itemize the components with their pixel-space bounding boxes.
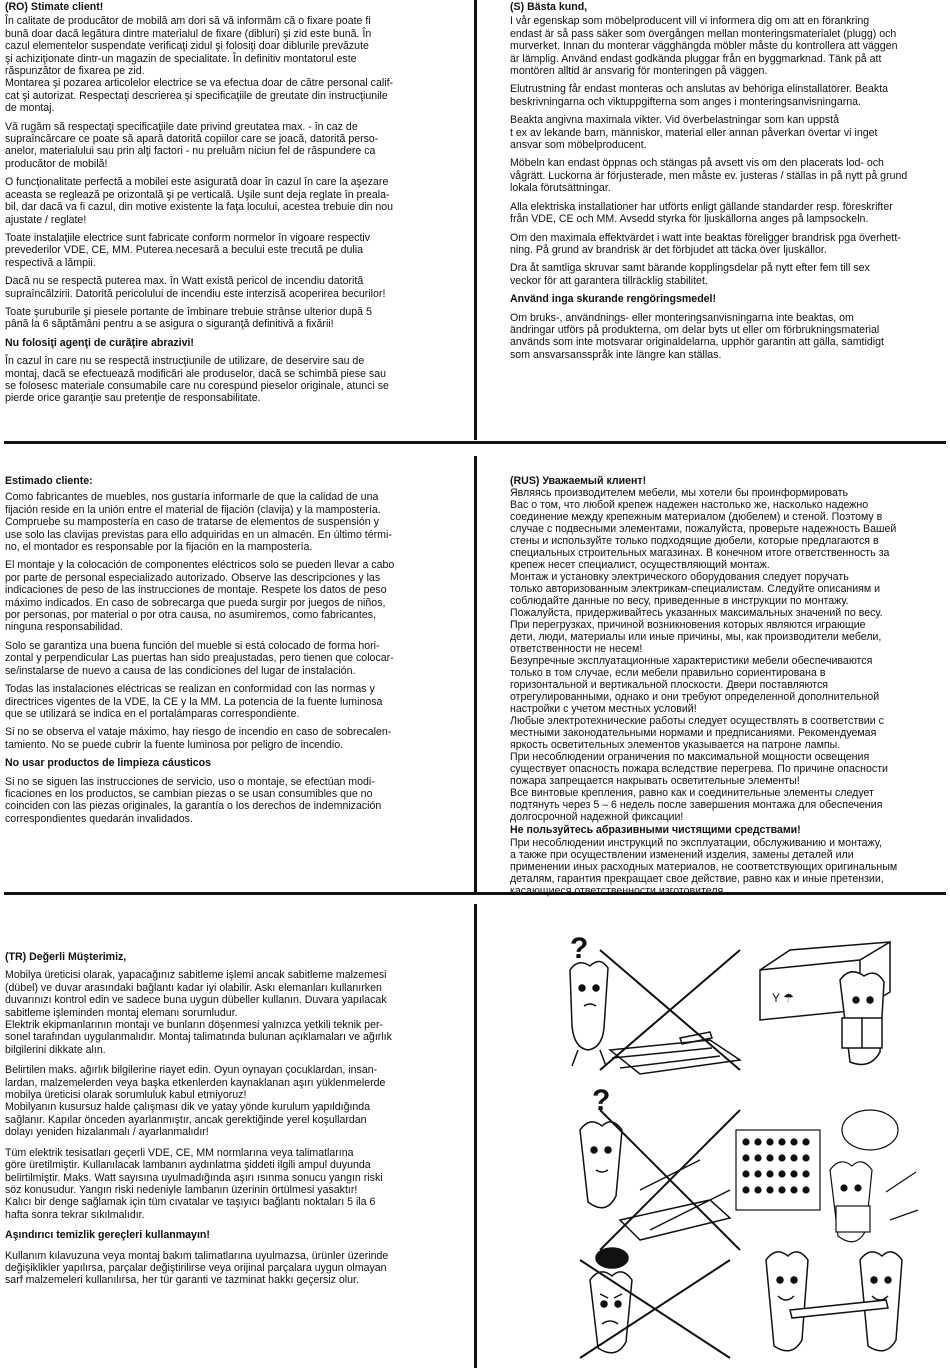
happy-mascot-left: [766, 1252, 808, 1351]
confused-mascot: [580, 1122, 622, 1208]
ro-paragraph-4: Toate instalaţiile electrice sunt fabricate conform normelor în vigoare respectiv prevederilor VDE, CE, MM. Puterea necesară a becului este trecută pe dulia respectivă a lămpii.: [5, 231, 371, 269]
s-paragraph-2: Elutrustning får endast monteras och anslutas av behöriga elinstallatörer. Beakta beskrivningarna och viktuppgifterna som anges i monteringsanvisningarna.: [510, 83, 889, 108]
tr-paragraph-1: Mobilya üreticisi olarak, yapacağınız sabitleme işlemi ancak sabitleme malzemesi (dübel) ve duvar arasındaki bağlantı kadar iyi olabilir. Askı elemanları kullanırken duvarınızı kontrol edin ve sadece buna uygun dübeller kullanın. Duvara yapılacak sabitleme işleminden montaj elemanı sorumludur. Elektrik ekipmanlarının montajı ve bunların döşenmesi yalnızca yetkili teknik per- sonel tarafından uygulanmalıdır. Montaj talimatında bulunan açıklamaları ve ağırlık bilgilerini dikkate alın.: [5, 969, 392, 1056]
tr-paragraph-4: Kullanım kılavuzuna veya montaj bakım talimatlarına uyulmazsa, ürünler üzerinde değişiklikler yapılırsa, parçalar değiştirilirse veya orijinal parçalara uygun olmayan sarf malzemeleri kullanılırsa, her tür garanti ve tazminat hakkı geçersiz olur.: [5, 1249, 389, 1287]
question-mark-2: ?: [592, 1084, 611, 1117]
ro-paragraph-2: Vă rugăm să respectaţi specificaţiile date privind greutatea max. - în caz de supraîncărcare ce poate să apară datorită copiilor care se joacă, datorită perso- anelor, materialului sau prin alţi factori - nu preluăm niciun fel de răspundere ca producător de mobilă!: [5, 120, 379, 170]
s-paragraph-1: I vår egenskap som möbelproducent vill vi informera dig om att en förankring endast är så pass säker som övergången mellan monteringsmaterialet (plugg) och murverket. Innan du monterar vägghängda möbler måste du kontrollera att väggen är lämplig. Använd endast godkända pluggar från en byggmarknad. Tänk på att montören alltid är ansvarig för monteringen på väggen.: [510, 15, 898, 78]
ro-warning: Nu folosiţi agenţi de curăţire abrazivi!: [5, 336, 194, 349]
worried-mascot: [570, 961, 608, 1066]
angry-cloud: [596, 1248, 628, 1268]
angry-mascot: [590, 1272, 632, 1353]
center-divider-top: [474, 0, 477, 440]
reading-mascot: [840, 972, 884, 1065]
ro-paragraph-7: În cazul în care nu se respectă instrucţiunile de utilizare, de deservire sau de montaj, dacă se efectuează modificări ale produselor, dacă se schimbă piese sau se folosesc materiale consumabile care nu corespund pieselor originale, atunci se pierde orice garanţie sau pretenţie de responsabilitate.: [5, 355, 389, 405]
angry-mascot-crossed-icon: [580, 1248, 730, 1358]
crossed-out-unboxing-icon: [570, 932, 740, 1074]
section-tr: [5, 951, 467, 1361]
screw-grid: [743, 1139, 809, 1193]
tr-paragraph-3: Tüm elektrik tesisatları geçerli VDE, CE, MM normlarına veya talimatlarına göre üretilmiştir. Kullanılacak lambanın aydınlatma şiddeti ilgili ampul duyunda belirtilmiştir. Maks. Watt sayısına uyulmadığında aşırı ısınma sonucu yangın riski söz konusudur. Yangın riski nedeniyle lambanın üzerinin örtülmesi yasaktır! Kalıcı bir denge sağlamak için tüm cıvatalar ve taşıyıcı bağlantı noktaları 5 ila 6 hafta sonra tekrar sıkılmalıdır.: [5, 1146, 383, 1221]
scattered-boards: [620, 1160, 730, 1240]
center-divider-middle: [474, 456, 477, 892]
section-es: [5, 475, 467, 887]
rus-paragraph-2: При несоблюдении инструкций по эксплуатации, обслуживанию и монтажу, а также при осуществлении изменений изделия, замены деталей или применении иных расходных материалов, не соответствующих оригинальным деталям, гарантия прекращает свое действие, равно как и иные претензии, касающиеся ответственности изготовителя.: [510, 837, 898, 897]
section-s: [510, 1, 946, 437]
tr-warning: Aşındırıcı temizlik gereçleri kullanmayın!: [5, 1229, 210, 1242]
s-paragraph-8: Om bruks-, användnings- eller monteringsanvisningarna inte beaktas, om ändringar utförs på produkterna, om delar byts ut eller om förbrukningsmaterial används som inte motsvarar originaldelarna, upphör garantin att gälla, samtidigt som ansvarsansspråk inte längre kan ställas.: [510, 311, 884, 361]
es-warning: No usar productos de limpieza cáusticos: [5, 757, 212, 770]
happy-mascots-icon: [766, 1252, 902, 1351]
reading-instructions-icon: [760, 942, 890, 1064]
es-title: Estimado cliente:: [5, 475, 93, 487]
ro-paragraph-6: Toate şuruburile şi piesele portante de îmbinare trebuie strânse ulterior după 5 până la 6 săptămâni pentru a se asigura o siguranţă definitivă a fixării!: [5, 305, 372, 331]
rus-warning: Не пользуйтесь абразивными чистящими средствами!: [510, 824, 801, 836]
tr-title: (TR) Değerli Müşterimiz,: [5, 951, 127, 963]
screwdriver-tool: [886, 1172, 918, 1220]
es-paragraph-6: Si no se siguen las instrucciones de servicio, uso o montaje, se efectúan modi- ficaciones en los productos, se cambian piezas o se usan consumibles que no coinciden con las piezas originales, la garantía o los derechos de indemnización correspondientes quedarán invalidados.: [5, 775, 382, 825]
ro-paragraph-5: Dacă nu se respectă puterea max. în Watt există pericol de incendiu datorită supraîncălzirii. Datorită pericolului de incendiu este interzisă acoperirea becurilor!: [5, 275, 386, 300]
es-paragraph-2: El montaje y la colocación de componentes eléctricos solo se pueden llevar a cabo por parte de personal especializado autorizado. Observe las descripciones y las indicaciones de peso de las instrucciones de montaje. Respete los datos de peso máximo indicados. En caso de sobrecarga que pueda surgir por juegos de niños, por personas, por material o por otra causa, no asumiremos, como fabricantes, ninguna responsabilidad.: [5, 559, 395, 634]
s-paragraph-7: Dra åt samtliga skruvar samt bärande kopplingsdelar på nytt efter fem till sex veckor för att garantera tillräcklig stabilitet.: [510, 262, 870, 287]
section-rus: [510, 475, 946, 897]
s-warning: Använd inga skurande rengöringsmedel!: [510, 293, 717, 306]
thinking-mascot: [830, 1110, 898, 1242]
ro-paragraph-3: O funcţionalitate perfectă a mobilei este asigurată doar în cazul în care la aşezare aceasta se reglează pe orizontală şi pe verticală. Uşile sunt deja reglate în preala- bil, dar dacă va fi cazul, din motive existente la faţa locului, acestea trebuie din nou ajustate / reglate!: [5, 176, 394, 226]
fragile-glass-symbol: Y ☂: [772, 991, 794, 1005]
crossed-out-messy-assembly-icon: [580, 1084, 740, 1250]
sorted-parts-icon: [736, 1110, 918, 1242]
tr-paragraph-2: Belirtilen maks. ağırlık bilgilerine riayet edin. Oyun oynayan çocuklardan, insan- lardan, malzemelerden veya başka etkenlerden kaynaklanan aşırı yüklenmelerde mobilya üreticisi olarak sorumluluk kabul etmiyoruz! Mobilyanın kusursuz halde çalışması dik ve yatay yönde kurulum yapıldığında sağlanır. Kapılar önceden ayarlanmıştır, ancak gerektiğinde yerel koşullardan dolayı yeniden hizalanmalı / ayarlanmalıdır!: [5, 1064, 386, 1139]
rus-title: (RUS) Уважаемый клиент!: [510, 475, 647, 487]
rus-paragraph-1: Являясь производителем мебели, мы хотели бы проинформировать Вас о том, что любой крепеж надежен настолько же, насколько надежно соединение между крепежным материалом (дюбелем) и стеной. Поэтому в случае с подвесными элементами, пожалуйста, проверьте надежность Вашей стены и используйте только подходящие дюбели, которые предлагаются в специальных строительных магазинах. В конечном итоге ответственность за крепеж несет специалист, осуществляющий монтаж. Монтаж и установку электрического оборудования следует поручать только авторизованным электрикам-специалистам. Следуйте описаниям и соблюдайте данные по весу, приведенные в инструкции по монтажу. Пожалуйста, придерживайтесь указанных максимальных значений по весу. При перегрузках, причиной возникновения которых являются играющие дети, люди, материалы или иные причины, мы, как производители мебели, ответственности не несем! Безупречные эксплуатационные характеристики мебели обеспечиваются только в том случае, если мебели правильно сориентирована в горизонтальной и вертикальной плоскости. Двери поставляются отрегулированными, однако и они требуют определенной дополнительной настройки с учетом местных условий! Любые электротехнические работы следует осуществлять в соответствии с местными законодательными нормами и предписаниями. Рекомендуемая яркость осветительных элементов указывается на патроне лампы. При несоблюдении ограничения по максимальной мощности освещения существует опасность пожара вследствие перегрева. По причине опасности пожара запрещается накрывать осветительные элементы! Все винтовые крепления, равно как и соединительные элементы следует подтянуть через 5 – 6 недель после завершения монтажа для обеспечения долгосрочной надежной фиксации!: [510, 487, 897, 823]
section-ro: [5, 1, 467, 437]
question-mark-1: ?: [570, 932, 589, 965]
illustration-panel: [540, 930, 940, 1360]
es-paragraph-5: Si no se observa el vataje máximo, hay riesgo de incendio en caso de sobrecalen- tamiento. No se puede cubrir la fuente luminosa por peligro de incendio.: [5, 726, 392, 751]
s-paragraph-4: Möbeln kan endast öppnas och stängas på avsett vis om den placerats lod- och vågrätt. Luckorna är förjusterade, men måste ev. justeras / ställas in på nytt på grund lokala förutsättningar.: [510, 157, 908, 195]
s-paragraph-5: Alla elektriska installationer har utförts enligt gällande standarder resp. föreskrifter från VDE, CE och MM. Avsedd styrka för ljuskällorna anges på lampsockeln.: [510, 200, 893, 226]
es-paragraph-3: Solo se garantiza una buena función del mueble si está colocado de forma hori- zontal y perpendicular Las puertas han sido preajustadas, pero tienen que colocar- se/instalarse de nuevo a causa de las condiciones del lugar de instalación.: [5, 639, 394, 677]
ro-paragraph-1: În calitate de producător de mobilă am dori să vă informăm că o fixare poate fi bună doar dacă legătura dintre materialul de fixare (dibluri) şi zid este bună. În cazul elementelor suspendate verificaţi zidul şi folosiţi doar diblurile prevăzute şi achiziţionate dintr-un magazin de specialitate. În definitiv montatorul este răspunzător de fixarea pe zid. Montarea şi pozarea articolelor electrice se va efectua doar de către personal calif- cat şi autorizat. Respectaţi descrierea şi specificaţiile de greutate din instrucţiunile de montaj.: [5, 15, 394, 115]
center-divider-bottom: [474, 904, 477, 1368]
s-paragraph-3: Beakta angivna maximala vikter. Vid överbelastningar som kan uppstå t ex av lekande barn, människor, material eller annan påverkan övertar vi inget ansvar som möbelproducent.: [510, 114, 878, 152]
es-paragraph-1: Como fabricantes de muebles, nos gustaría informarle de que la calidad de una fijación reside en la unión entre el material de fijación (clavija) y la mampostería. Compruebe su mampostería en caso de tratarse de elementos de suspensión y use solo las clavijas previstas para ello adquiridas en un almacén. En último térmi- no, el montador es responsable por la fijación en la mampostería.: [5, 491, 392, 554]
row-divider-1: [4, 441, 946, 444]
s-title: (S) Bästa kund,: [510, 1, 588, 13]
ro-title: (RO) Stimate client!: [5, 1, 104, 13]
es-paragraph-4: Todas las instalaciones eléctricas se realizan en conformidad con las normas y directrices vigentes de la VDE, la CE y la MM. La potencia de la fuente luminosa que se utilizará se indica en el portalámparas correspondiente.: [5, 683, 383, 720]
s-paragraph-6: Om den maximala effektvärdet i watt inte beaktas föreligger brandrisk pga överhett- ning. På grund av brandrisk är det förbjudet att täcka över ljuskällor.: [510, 231, 901, 256]
